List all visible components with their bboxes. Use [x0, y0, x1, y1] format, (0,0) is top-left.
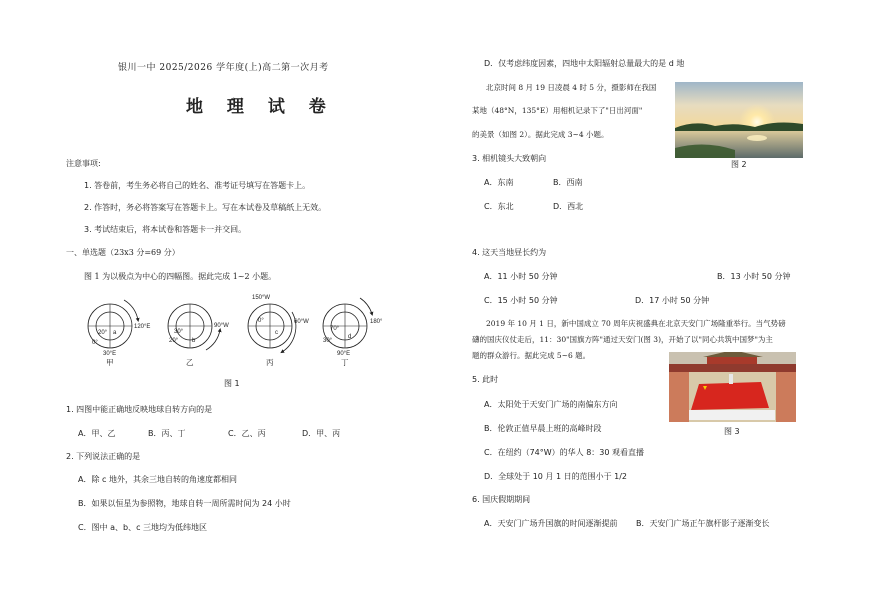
q3-option-b: B．西南 — [553, 178, 583, 187]
q2-stem: 2. 下列说法正确的是 — [66, 452, 141, 461]
q5-stem: 5. 此时 — [472, 375, 499, 384]
diagram-yi — [168, 304, 229, 350]
diagram-yi-label-1: 30° — [174, 329, 184, 335]
q2-option-d: D．仅考虑纬度因素，四地中太阳辐射总量最大的是 d 地 — [484, 59, 685, 68]
diagram-jia-label-3: 0° — [92, 340, 98, 346]
q6-stem: 6. 国庆假期期间 — [472, 495, 531, 504]
q4-option-c: C．15 小时 50 分钟 — [484, 296, 558, 305]
q2-option-a: A．除 c 地外，其余三地自转的角速度都相同 — [78, 475, 237, 484]
section1-heading: 一、单选题（23x3 分=69 分） — [66, 248, 180, 257]
diagram-ding-label-3: 30° — [323, 338, 333, 344]
figure1-caption: 图 1 — [224, 379, 240, 388]
diagram-ding-label-4: 90°E — [337, 351, 351, 357]
diagram-jia-label-1: 20° — [98, 330, 108, 336]
q5-option-a: A．太阳处于天安门广场的南偏东方向 — [484, 400, 618, 409]
q2-option-b: B．如果以恒星为参照物，地球自转一周所需时间为 24 小时 — [78, 499, 291, 508]
q1-option-b: B．丙、丁 — [148, 429, 186, 438]
q4-option-a: A．11 小时 50 分钟 — [484, 272, 558, 281]
q3-option-a: A．东南 — [484, 178, 514, 187]
q3-option-c: C．东北 — [484, 202, 514, 211]
exam-title: 地 理 试 卷 — [186, 97, 335, 117]
diagram-ding-label-1: 70° — [330, 326, 340, 332]
passage3-line-1: 2019 年 10 月 1 日，新中国成立 70 周年庆祝盛典在北京天安门广场隆重举行。当气势磅 — [486, 319, 786, 328]
notice-item-3: 3. 考试结束后，将本试卷和答题卡一并交回。 — [84, 225, 247, 234]
diagram-name-jia: 甲 — [106, 358, 114, 367]
notice-item-2: 2. 作答时，务必将答案写在答题卡上。写在本试卷及草稿纸上无效。 — [84, 203, 327, 212]
q4-option-b: B．13 小时 50 分钟 — [717, 272, 791, 281]
diagram-jia-label-5: 30°E — [103, 351, 117, 357]
diagram-bing — [248, 295, 309, 352]
q3-option-d: D．西北 — [553, 202, 584, 211]
q5-option-c: C．在纽约（74°W）的华人 8：30 观看直播 — [484, 448, 645, 457]
q4-stem: 4. 这天当地昼长约为 — [472, 248, 547, 257]
notice-heading: 注意事项: — [66, 159, 101, 168]
diagram-jia-label-2: a — [113, 330, 117, 336]
q6-option-b: B．天安门广场正午旗杆影子逐渐变长 — [636, 519, 770, 528]
q2-option-c: C．图中 a、b、c 三地均为低纬地区 — [78, 523, 208, 532]
figure2-caption: 图 2 — [731, 160, 747, 169]
q1-option-d: D．甲、丙 — [302, 429, 341, 438]
diagram-bing-label-3: c — [275, 330, 278, 336]
notice-item-1: 1. 答卷前，考生务必将自己的姓名、准考证号填写在答题卡上。 — [84, 181, 311, 190]
passage2-line-2: 某地（48°N，135°E）用相机记录下了"日出河面" — [472, 106, 643, 115]
diagram-yi-label-3: 20° — [169, 338, 179, 344]
q5-option-d: D．全球处于 10 月 1 日的范围小于 1/2 — [484, 472, 628, 481]
passage3-line-2: 礴的国庆仪仗走后，11：30"国旗方阵"通过天安门(图 3)，开始了以"同心共筑中国梦"为主 — [472, 335, 773, 344]
diagram-ding-label-5: 180° — [370, 319, 383, 325]
q1-option-c: C．乙、丙 — [228, 429, 266, 438]
passage3-line-3: 题的群众游行。据此完成 5~6 题。 — [472, 351, 591, 360]
diagram-bing-label-1: 150°W — [252, 295, 271, 301]
q1-option-a: A．甲、乙 — [78, 429, 116, 438]
q4-option-d: D．17 小时 50 分钟 — [635, 296, 710, 305]
figure2-sunrise-photo — [675, 82, 803, 158]
diagram-name-yi: 乙 — [186, 358, 194, 367]
diagram-yi-label-2: b — [192, 338, 196, 344]
diagram-yi-label-4: 90°W — [214, 323, 229, 329]
q3-stem: 3. 相机镜头大致朝向 — [472, 154, 547, 163]
diagram-jia-label-4: 120°E — [134, 324, 151, 330]
diagram-name-ding: 丁 — [341, 358, 349, 367]
diagram-bing-label-2: 0° — [258, 318, 264, 324]
diagram-name-bing: 丙 — [266, 358, 274, 367]
diagram-jia — [88, 300, 150, 357]
q6-option-a: A．天安门广场升国旗的时间逐渐提前 — [484, 519, 618, 528]
figure3-tiananmen-photo — [669, 352, 796, 422]
diagram-ding — [323, 298, 383, 357]
section1-intro: 图 1 为以极点为中心的四幅图。据此完成 1~2 小题。 — [84, 272, 277, 281]
figure3-caption: 图 3 — [724, 427, 740, 436]
passage2-line-3: 的美景（如图 2）。据此完成 3~4 小题。 — [472, 130, 609, 139]
q1-stem: 1. 四图中能正确地反映地球自转方向的是 — [66, 405, 213, 414]
diagram-bing-label-4: 60°W — [294, 319, 309, 325]
passage2-line-1: 北京时间 8 月 19 日凌晨 4 时 5 分，摄影师在我国 — [486, 83, 657, 92]
diagram-ding-label-2: d — [348, 334, 352, 340]
q5-option-b: B．伦敦正值早晨上班的高峰时段 — [484, 424, 602, 433]
exam-header: 银川一中 2025/2026 学年度(上)高二第一次月考 — [118, 63, 329, 73]
